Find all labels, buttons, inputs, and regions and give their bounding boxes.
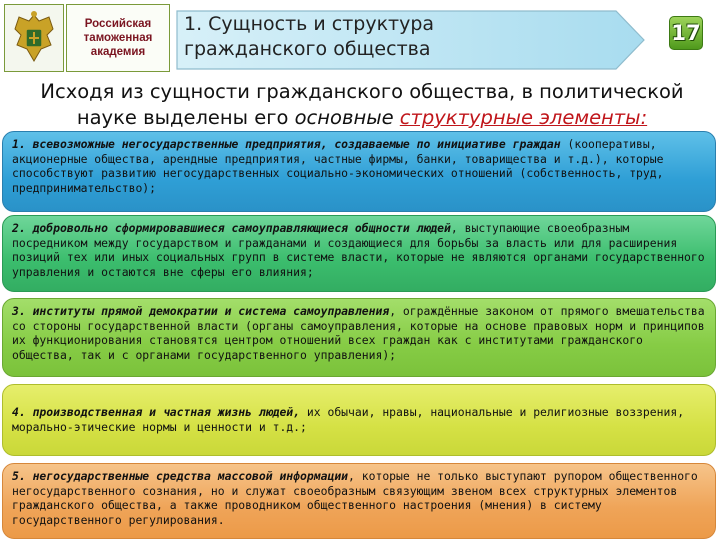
slide-number-badge [669,16,703,50]
item-1-lead: 1. всевозможные негосударственные предприятия, создаваемые по инициативе граждан [12,137,561,151]
item-5-text: , которые не только выступают рупором общественного негосударственного сознания, но и служат своеобразным связующим звеном всех структурных элементов гражданского общества, а также проводником общественного настроения (мнения) в систему государственного регулирования. [12,469,698,527]
slide-number: 17 [671,21,701,45]
item-4-lead: 4. производственная и частная жизнь людей, [12,405,301,419]
item-3-lead: 3. институты прямой демократии и система самоуправления [12,304,390,318]
item-5-lead: 5. негосударственные средства массовой информации [12,469,349,483]
item-3-text: , ограждённые законом от прямого вмешательства со стороны государственной власти (органы самоуправления, которые на основе правовых норм и принципов их функционирования становятся центром отношений всех граждан как с институтами гражданского общества, так и с органами государственного управления); [12,304,705,362]
heading-text: Исходя из сущности гражданского общества, в политической науке выделены его [40,80,684,129]
section-heading [14,79,710,131]
heading-emphasis: основные [294,106,394,129]
academy-emblem [4,4,64,72]
structure-item-5 [2,463,716,539]
academy-name: Российская таможенная академия [83,18,153,58]
structure-item-4 [2,384,716,456]
structure-item-2 [2,215,716,292]
heading-highlight: структурные элементы: [399,106,648,129]
item-4-text: их обычаи, нравы, национальные и религиозные воззрения, морально-этические нормы и ценности и т.д.; [12,405,685,434]
item-1-text: (кооперативы, акционерные общества, арендные предприятия, частные фирмы, банки, товарищества и т.д.), которые способствуют развитию негосударственных социально-экономических отношений (собственность, труд, предпринимательство); [12,137,664,195]
item-2-text: , выступающие своеобразным посредником между государством и гражданами и создающиеся для борьбы за власть или для расширения позиций тех или иных социальных групп в системе власти, которые не являются органами государственного управления и остаются вне сферы его влияния; [12,221,705,279]
structure-item-1 [2,131,716,212]
eagle-emblem-icon [9,9,59,67]
slide-title: 1. Сущность и структура гражданского общества [184,13,435,60]
item-2-lead: 2. добровольно сформировавшиеся самоуправляющиеся общности людей [12,221,451,235]
academy-name-box [66,4,170,72]
structure-item-3 [2,298,716,377]
